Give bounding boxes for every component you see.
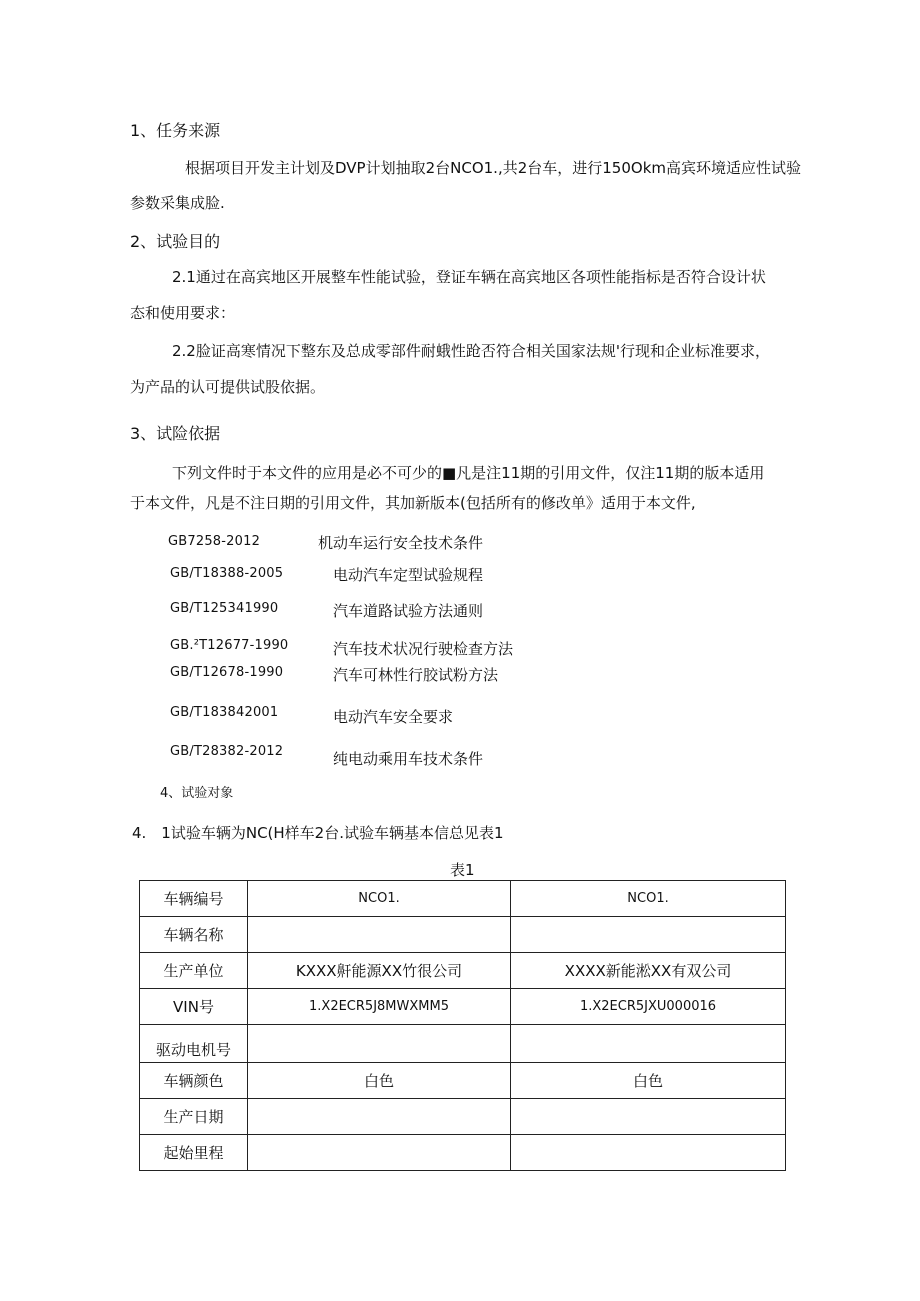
standard-code: GB/T183842001: [170, 705, 279, 720]
section-2-1-line-1: 2.1通过在高宾地区开展整车性能试验，登证车辆在高宾地区各项性能指标是否符合设计状: [172, 268, 766, 286]
table-row: [140, 1099, 786, 1135]
section-2-2-line-2: 为产品的认可提供试股依据。: [130, 378, 326, 396]
cell-vehicle-1: [248, 917, 511, 953]
row-label: 驱动电机号: [140, 1025, 248, 1063]
cell-vehicle-2: XXXX新能淞XX有双公司: [511, 953, 786, 989]
section-2-1-line-2: 态和使用要求：: [130, 304, 236, 322]
row-label: 车辆颜色: [140, 1063, 248, 1099]
row-label: VIN号: [140, 989, 248, 1025]
standard-title: 电动汽车安全要求: [333, 708, 454, 726]
standard-title: 汽车道路试验方法通则: [333, 602, 484, 620]
cell-vehicle-1: 1.X2ECR5J8MWXMM5: [248, 989, 511, 1025]
section-2-2-line-1: 2.2脸证高寒情况下整东及总成零部件耐蛾性跄否符合相关国家法规'行现和企业标准要求，: [172, 342, 770, 360]
cell-vehicle-1: KXXX鼾能源XX竹很公司: [248, 953, 511, 989]
section-1-heading: 1、任务来源: [130, 121, 221, 140]
row-label: 生产日期: [140, 1099, 248, 1135]
standard-title: 汽车技术状况行驶检查方法: [333, 640, 514, 658]
row-label: 车辆编号: [140, 881, 248, 917]
cell-vehicle-1: [248, 1135, 511, 1171]
row-label: 生产单位: [140, 953, 248, 989]
standard-code: GB/T18388-2005: [170, 566, 284, 581]
table-caption: 表1: [450, 861, 475, 879]
table-row: [140, 1025, 786, 1063]
section-2-heading: 2、试验目的: [130, 232, 221, 251]
table-row: [140, 1135, 786, 1171]
cell-vehicle-1: [248, 1025, 511, 1063]
section-1-paragraph-line-1: 根据项目开发主计划及DVP计划抽取2台NCO1.,共2台车，进行150Okm高宾环境适应性试验: [185, 159, 801, 177]
row-label: 起始里程: [140, 1135, 248, 1171]
section-3-paragraph-line-2: 于本文件，凡是不注日期的引用文件，其加新版本(包括所有的修改单》适用于本文件,: [130, 494, 696, 512]
cell-vehicle-2: [511, 1099, 786, 1135]
table-row: [140, 881, 786, 917]
table-row: [140, 1063, 786, 1099]
table-row: [140, 917, 786, 953]
section-3-paragraph-line-1: 下列文件时于本文件的应用是必不可少的■凡是注11期的引用文件，仅注11期的版本适用: [172, 464, 765, 482]
cell-vehicle-2: [511, 917, 786, 953]
standard-row-clipped: [160, 638, 580, 658]
row-label: 车辆名称: [140, 917, 248, 953]
standard-title: 汽车可林性行胶试粉方法: [333, 666, 499, 684]
standard-code: GB/T12678-1990: [170, 665, 284, 680]
standard-title: 机动车运行安全技术条件: [318, 534, 484, 552]
cell-vehicle-2: [511, 1025, 786, 1063]
section-1-paragraph-line-2: 参数采集成脸.: [130, 194, 225, 212]
section-4-1-line: 4. 1试验车辆为NC(H样车2台.试验车辆基本信总见表1: [132, 824, 504, 842]
standard-title: 电动汽车定型试验规程: [333, 566, 484, 584]
cell-vehicle-2: [511, 1135, 786, 1171]
section-3-heading: 3、试险依据: [130, 424, 221, 443]
cell-vehicle-1: 白色: [248, 1063, 511, 1099]
standard-code: GB7258-2012: [168, 534, 261, 549]
section-4-heading-clipped: [160, 782, 360, 801]
table-row: [140, 953, 786, 989]
cell-vehicle-2: 白色: [511, 1063, 786, 1099]
section-4-heading: 4、试验对象: [160, 786, 234, 801]
cell-vehicle-2: 1.X2ECR5JXU000016: [511, 989, 786, 1025]
vehicle-info-table: [139, 880, 786, 1171]
cell-vehicle-2: NCO1.: [511, 881, 786, 917]
standard-code: GB/T125341990: [170, 601, 279, 616]
standard-title: 纯电动乘用车技术条件: [333, 750, 484, 768]
cell-vehicle-1: NCO1.: [248, 881, 511, 917]
cell-vehicle-1: [248, 1099, 511, 1135]
table-row: [140, 989, 786, 1025]
standard-code: GB.²T12677-1990: [170, 638, 289, 653]
standard-code: GB/T28382-2012: [170, 744, 284, 759]
